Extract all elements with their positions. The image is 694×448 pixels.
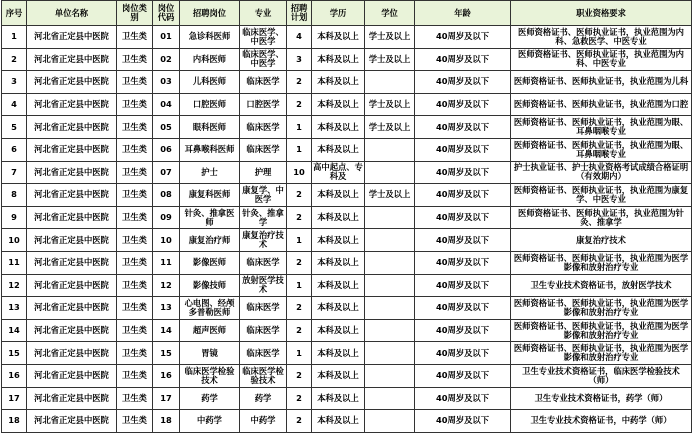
cell-category[interactable]: 卫生类 xyxy=(117,410,153,433)
cell-education[interactable]: 本科及以上 xyxy=(312,138,365,161)
cell-code[interactable]: 18 xyxy=(153,410,180,433)
cell-degree[interactable] xyxy=(365,161,415,184)
cell-education[interactable]: 本科及以上 xyxy=(312,184,365,207)
cell-plan[interactable]: 4 xyxy=(287,26,312,49)
cell-plan[interactable]: 2 xyxy=(287,184,312,207)
cell-unit[interactable]: 河北省正定县中医院 xyxy=(27,71,117,94)
cell-degree[interactable] xyxy=(365,274,415,297)
cell-degree[interactable] xyxy=(365,364,415,387)
header-major: 专业 xyxy=(240,1,287,26)
cell-age[interactable]: 40周岁及以下 xyxy=(415,364,511,387)
cell-category[interactable]: 卫生类 xyxy=(117,364,153,387)
cell-education[interactable]: 本科及以上 xyxy=(312,274,365,297)
cell-post[interactable]: 口腔医师 xyxy=(180,93,240,116)
cell-post[interactable]: 药学 xyxy=(180,387,240,410)
cell-post[interactable]: 眼科医师 xyxy=(180,116,240,139)
header-unit: 单位名称 xyxy=(27,1,117,26)
cell-requirement[interactable]: 医师资格证书、医师执业证书，执业范围为医学影像和放射治疗专业 xyxy=(511,297,692,320)
cell-plan[interactable]: 1 xyxy=(287,342,312,365)
cell-code[interactable]: 05 xyxy=(153,116,180,139)
cell-age[interactable]: 40周岁及以下 xyxy=(415,206,511,229)
table-row xyxy=(2,26,692,49)
header-category: 岗位类别 xyxy=(117,1,153,26)
table-row xyxy=(2,364,692,387)
cell-plan[interactable]: 2 xyxy=(287,364,312,387)
cell-no[interactable]: 8 xyxy=(2,184,27,207)
cell-education[interactable]: 本科及以上 xyxy=(312,206,365,229)
cell-major[interactable]: 放射医学技术 xyxy=(240,274,287,297)
cell-requirement[interactable]: 卫生专业技术资格证书，放射医学技术 xyxy=(511,274,692,297)
table-row xyxy=(2,138,692,161)
cell-post[interactable]: 影像技师 xyxy=(180,274,240,297)
cell-requirement[interactable]: 医师资格证书、医师执业证书，执业范围为内科、中医专业 xyxy=(511,48,692,71)
cell-age[interactable]: 40周岁及以下 xyxy=(415,251,511,274)
cell-age[interactable]: 40周岁及以下 xyxy=(415,26,511,49)
cell-category[interactable]: 卫生类 xyxy=(117,93,153,116)
cell-category[interactable]: 卫生类 xyxy=(117,26,153,49)
cell-age[interactable]: 40周岁及以下 xyxy=(415,297,511,320)
cell-education[interactable]: 本科及以上 xyxy=(312,319,365,342)
cell-plan[interactable]: 10 xyxy=(287,161,312,184)
cell-plan[interactable]: 3 xyxy=(287,48,312,71)
cell-code[interactable]: 08 xyxy=(153,184,180,207)
cell-major[interactable]: 临床医学 xyxy=(240,297,287,320)
cell-no[interactable]: 16 xyxy=(2,364,27,387)
table-row xyxy=(2,251,692,274)
cell-plan[interactable]: 2 xyxy=(287,319,312,342)
cell-unit[interactable]: 河北省正定县中医院 xyxy=(27,387,117,410)
cell-age[interactable]: 40周岁及以下 xyxy=(415,184,511,207)
cell-major[interactable]: 临床医学 xyxy=(240,319,287,342)
cell-category[interactable]: 卫生类 xyxy=(117,184,153,207)
cell-plan[interactable]: 1 xyxy=(287,274,312,297)
table-row xyxy=(2,297,692,320)
table-row xyxy=(2,184,692,207)
cell-degree[interactable] xyxy=(365,387,415,410)
cell-major[interactable]: 康复学、中医学 xyxy=(240,184,287,207)
header-degree: 学位 xyxy=(365,1,415,26)
cell-age[interactable]: 40周岁及以下 xyxy=(415,274,511,297)
header-plan: 招聘计划 xyxy=(287,1,312,26)
cell-requirement[interactable]: 医师资格证书、医师执业证书，执业范围为针灸、推拿学 xyxy=(511,206,692,229)
cell-no[interactable]: 12 xyxy=(2,274,27,297)
cell-unit[interactable]: 河北省正定县中医院 xyxy=(27,410,117,433)
cell-degree[interactable]: 学士及以上 xyxy=(365,116,415,139)
cell-category[interactable]: 卫生类 xyxy=(117,274,153,297)
cell-requirement[interactable]: 卫生专业技术资格证书，药学（师） xyxy=(511,387,692,410)
cell-age[interactable]: 40周岁及以下 xyxy=(415,138,511,161)
cell-plan[interactable]: 2 xyxy=(287,297,312,320)
cell-age[interactable]: 40周岁及以下 xyxy=(415,116,511,139)
cell-degree[interactable]: 学士及以上 xyxy=(365,48,415,71)
cell-category[interactable]: 卫生类 xyxy=(117,138,153,161)
cell-major[interactable]: 护理 xyxy=(240,161,287,184)
cell-plan[interactable]: 1 xyxy=(287,229,312,252)
cell-post[interactable]: 中药学 xyxy=(180,410,240,433)
table-row xyxy=(2,93,692,116)
cell-major[interactable]: 临床医学、中医学 xyxy=(240,26,287,49)
cell-code[interactable]: 17 xyxy=(153,387,180,410)
cell-category[interactable]: 卫生类 xyxy=(117,387,153,410)
cell-requirement[interactable]: 医师资格证书、医师执业证书，执业范围为眼、耳鼻咽喉专业 xyxy=(511,138,692,161)
cell-unit[interactable]: 河北省正定县中医院 xyxy=(27,319,117,342)
cell-plan[interactable]: 2 xyxy=(287,206,312,229)
header-post: 招聘岗位 xyxy=(180,1,240,26)
cell-post[interactable]: 临床医学检验技术 xyxy=(180,364,240,387)
cell-plan[interactable]: 1 xyxy=(287,116,312,139)
cell-post[interactable]: 儿科医师 xyxy=(180,71,240,94)
table-body xyxy=(2,26,692,433)
cell-code[interactable]: 15 xyxy=(153,342,180,365)
header-requirement: 职业资格要求 xyxy=(511,1,692,26)
cell-education[interactable]: 本科及以上 xyxy=(312,410,365,433)
header-code: 岗位代码 xyxy=(153,1,180,26)
cell-education[interactable]: 本科及以上 xyxy=(312,342,365,365)
cell-plan[interactable]: 2 xyxy=(287,93,312,116)
header-no: 序号 xyxy=(2,1,27,26)
header-education: 学历 xyxy=(312,1,365,26)
cell-post[interactable]: 超声医师 xyxy=(180,319,240,342)
cell-unit[interactable]: 河北省正定县中医院 xyxy=(27,48,117,71)
cell-post[interactable]: 心电图、经颅多普勒医师 xyxy=(180,297,240,320)
cell-requirement[interactable]: 卫生专业技术资格证书，中药学（师） xyxy=(511,410,692,433)
table-row xyxy=(2,410,692,433)
cell-unit[interactable]: 河北省正定县中医院 xyxy=(27,93,117,116)
cell-no[interactable]: 9 xyxy=(2,206,27,229)
cell-category[interactable]: 卫生类 xyxy=(117,297,153,320)
cell-post[interactable]: 康复科医师 xyxy=(180,184,240,207)
cell-category[interactable]: 卫生类 xyxy=(117,206,153,229)
cell-requirement[interactable]: 医师资格证书、医师执业证书，执业范围为儿科 xyxy=(511,71,692,94)
cell-no[interactable]: 13 xyxy=(2,297,27,320)
cell-plan[interactable]: 2 xyxy=(287,410,312,433)
cell-major[interactable]: 口腔医学 xyxy=(240,93,287,116)
cell-unit[interactable]: 河北省正定县中医院 xyxy=(27,229,117,252)
table-row xyxy=(2,274,692,297)
cell-requirement[interactable]: 护士执业证书、护士执业资格考试成绩合格证明（有效期内） xyxy=(511,161,692,184)
cell-no[interactable]: 2 xyxy=(2,48,27,71)
cell-age[interactable]: 40周岁及以下 xyxy=(415,387,511,410)
cell-post[interactable]: 影像医师 xyxy=(180,251,240,274)
cell-code[interactable]: 02 xyxy=(153,48,180,71)
cell-post[interactable]: 护士 xyxy=(180,161,240,184)
cell-major[interactable]: 临床医学 xyxy=(240,116,287,139)
header-age: 年龄 xyxy=(415,1,511,26)
cell-unit[interactable]: 河北省正定县中医院 xyxy=(27,184,117,207)
cell-requirement[interactable]: 医师资格证书、医师执业证书，执业范围为医学影像和放射治疗专业 xyxy=(511,319,692,342)
cell-education[interactable]: 本科及以上 xyxy=(312,71,365,94)
cell-no[interactable]: 10 xyxy=(2,229,27,252)
cell-degree[interactable]: 学士及以上 xyxy=(365,26,415,49)
cell-code[interactable]: 04 xyxy=(153,93,180,116)
cell-age[interactable]: 40周岁及以下 xyxy=(415,48,511,71)
cell-code[interactable]: 11 xyxy=(153,251,180,274)
cell-requirement[interactable]: 医师资格证书、医师执业证书，执业范围为康复学、中医专业 xyxy=(511,184,692,207)
cell-category[interactable]: 卫生类 xyxy=(117,48,153,71)
cell-requirement[interactable]: 卫生专业技术资格证书，临床医学检验技术（师） xyxy=(511,364,692,387)
cell-major[interactable]: 中药学 xyxy=(240,410,287,433)
cell-category[interactable]: 卫生类 xyxy=(117,342,153,365)
cell-plan[interactable]: 2 xyxy=(287,251,312,274)
table-row xyxy=(2,342,692,365)
cell-education[interactable]: 本科及以上 xyxy=(312,116,365,139)
cell-code[interactable]: 16 xyxy=(153,364,180,387)
cell-code[interactable]: 14 xyxy=(153,319,180,342)
cell-education[interactable]: 本科及以上 xyxy=(312,48,365,71)
cell-code[interactable]: 10 xyxy=(153,229,180,252)
cell-category[interactable]: 卫生类 xyxy=(117,229,153,252)
cell-age[interactable]: 40周岁及以下 xyxy=(415,229,511,252)
cell-no[interactable]: 7 xyxy=(2,161,27,184)
cell-requirement[interactable]: 医师资格证书、医师执业证书，执业范围为医学影像和放射治疗专业 xyxy=(511,251,692,274)
cell-age[interactable]: 40周岁及以下 xyxy=(415,319,511,342)
cell-education[interactable]: 本科及以上 xyxy=(312,229,365,252)
cell-no[interactable]: 18 xyxy=(2,410,27,433)
cell-code[interactable]: 13 xyxy=(153,297,180,320)
cell-post[interactable]: 耳鼻喉科医师 xyxy=(180,138,240,161)
recruitment-table xyxy=(1,0,692,433)
cell-age[interactable]: 40周岁及以下 xyxy=(415,410,511,433)
cell-requirement[interactable]: 医师资格证书、医师执业证书，执业范围为眼、耳鼻咽喉专业 xyxy=(511,116,692,139)
cell-major[interactable]: 临床医学检验技术 xyxy=(240,364,287,387)
header-row xyxy=(2,1,692,26)
cell-major[interactable]: 临床医学 xyxy=(240,342,287,365)
cell-requirement[interactable]: 医师资格证书、医师执业证书，执业范围为内科、急救医学、中医专业 xyxy=(511,26,692,49)
cell-education[interactable]: 本科及以上 xyxy=(312,387,365,410)
cell-plan[interactable]: 1 xyxy=(287,138,312,161)
cell-no[interactable]: 15 xyxy=(2,342,27,365)
cell-unit[interactable]: 河北省正定县中医院 xyxy=(27,161,117,184)
cell-category[interactable]: 卫生类 xyxy=(117,319,153,342)
cell-no[interactable]: 11 xyxy=(2,251,27,274)
table-row xyxy=(2,229,692,252)
cell-no[interactable]: 3 xyxy=(2,71,27,94)
cell-post[interactable]: 急诊科医师 xyxy=(180,26,240,49)
cell-code[interactable]: 03 xyxy=(153,71,180,94)
cell-major[interactable]: 临床医学 xyxy=(240,138,287,161)
cell-requirement[interactable]: 医师资格证书、医师执业证书，执业范围为医学影像和放射治疗专业 xyxy=(511,342,692,365)
cell-major[interactable]: 临床医学 xyxy=(240,251,287,274)
cell-education[interactable]: 本科及以上 xyxy=(312,251,365,274)
cell-age[interactable]: 40周岁及以下 xyxy=(415,71,511,94)
table-row xyxy=(2,48,692,71)
cell-education[interactable]: 高中起点、专科及 xyxy=(312,161,365,184)
cell-age[interactable]: 40周岁及以下 xyxy=(415,161,511,184)
cell-plan[interactable]: 2 xyxy=(287,387,312,410)
cell-requirement[interactable]: 康复治疗技术 xyxy=(511,229,692,252)
cell-degree[interactable] xyxy=(365,71,415,94)
cell-code[interactable]: 09 xyxy=(153,206,180,229)
cell-plan[interactable]: 2 xyxy=(287,71,312,94)
cell-degree[interactable] xyxy=(365,229,415,252)
table-row xyxy=(2,71,692,94)
table-row xyxy=(2,161,692,184)
cell-major[interactable]: 药学 xyxy=(240,387,287,410)
cell-degree[interactable] xyxy=(365,251,415,274)
cell-unit[interactable]: 河北省正定县中医院 xyxy=(27,274,117,297)
table-row xyxy=(2,387,692,410)
cell-degree[interactable] xyxy=(365,410,415,433)
cell-unit[interactable]: 河北省正定县中医院 xyxy=(27,297,117,320)
cell-degree[interactable]: 学士及以上 xyxy=(365,93,415,116)
cell-unit[interactable]: 河北省正定县中医院 xyxy=(27,26,117,49)
cell-major[interactable]: 临床医学、中医学 xyxy=(240,48,287,71)
cell-no[interactable]: 14 xyxy=(2,319,27,342)
cell-age[interactable]: 40周岁及以下 xyxy=(415,93,511,116)
cell-major[interactable]: 针灸、推拿学 xyxy=(240,206,287,229)
cell-no[interactable]: 17 xyxy=(2,387,27,410)
cell-education[interactable]: 本科及以上 xyxy=(312,26,365,49)
table-row xyxy=(2,116,692,139)
cell-no[interactable]: 1 xyxy=(2,26,27,49)
cell-category[interactable]: 卫生类 xyxy=(117,116,153,139)
cell-code[interactable]: 06 xyxy=(153,138,180,161)
cell-code[interactable]: 01 xyxy=(153,26,180,49)
cell-code[interactable]: 12 xyxy=(153,274,180,297)
cell-unit[interactable]: 河北省正定县中医院 xyxy=(27,364,117,387)
cell-major[interactable]: 临床医学 xyxy=(240,71,287,94)
cell-unit[interactable]: 河北省正定县中医院 xyxy=(27,138,117,161)
cell-no[interactable]: 6 xyxy=(2,138,27,161)
cell-requirement[interactable]: 医师资格证书、医师执业证书，执业范围为口腔 xyxy=(511,93,692,116)
cell-category[interactable]: 卫生类 xyxy=(117,71,153,94)
cell-age[interactable]: 40周岁及以下 xyxy=(415,342,511,365)
cell-unit[interactable]: 河北省正定县中医院 xyxy=(27,342,117,365)
cell-education[interactable]: 本科及以上 xyxy=(312,93,365,116)
cell-degree[interactable] xyxy=(365,319,415,342)
cell-no[interactable]: 4 xyxy=(2,93,27,116)
cell-post[interactable]: 内科医师 xyxy=(180,48,240,71)
cell-post[interactable]: 胃镜 xyxy=(180,342,240,365)
cell-degree[interactable] xyxy=(365,206,415,229)
cell-degree[interactable] xyxy=(365,342,415,365)
cell-degree[interactable] xyxy=(365,138,415,161)
cell-unit[interactable]: 河北省正定县中医院 xyxy=(27,206,117,229)
cell-post[interactable]: 康复治疗师 xyxy=(180,229,240,252)
cell-code[interactable]: 07 xyxy=(153,161,180,184)
table-row xyxy=(2,319,692,342)
cell-unit[interactable]: 河北省正定县中医院 xyxy=(27,251,117,274)
cell-degree[interactable] xyxy=(365,297,415,320)
cell-category[interactable]: 卫生类 xyxy=(117,251,153,274)
cell-category[interactable]: 卫生类 xyxy=(117,161,153,184)
cell-no[interactable]: 5 xyxy=(2,116,27,139)
cell-education[interactable]: 本科及以上 xyxy=(312,297,365,320)
cell-education[interactable]: 本科及以上 xyxy=(312,364,365,387)
cell-post[interactable]: 针灸、推拿医师 xyxy=(180,206,240,229)
cell-degree[interactable]: 学士及以上 xyxy=(365,184,415,207)
cell-unit[interactable]: 河北省正定县中医院 xyxy=(27,116,117,139)
table-row xyxy=(2,206,692,229)
cell-major[interactable]: 康复治疗技术 xyxy=(240,229,287,252)
